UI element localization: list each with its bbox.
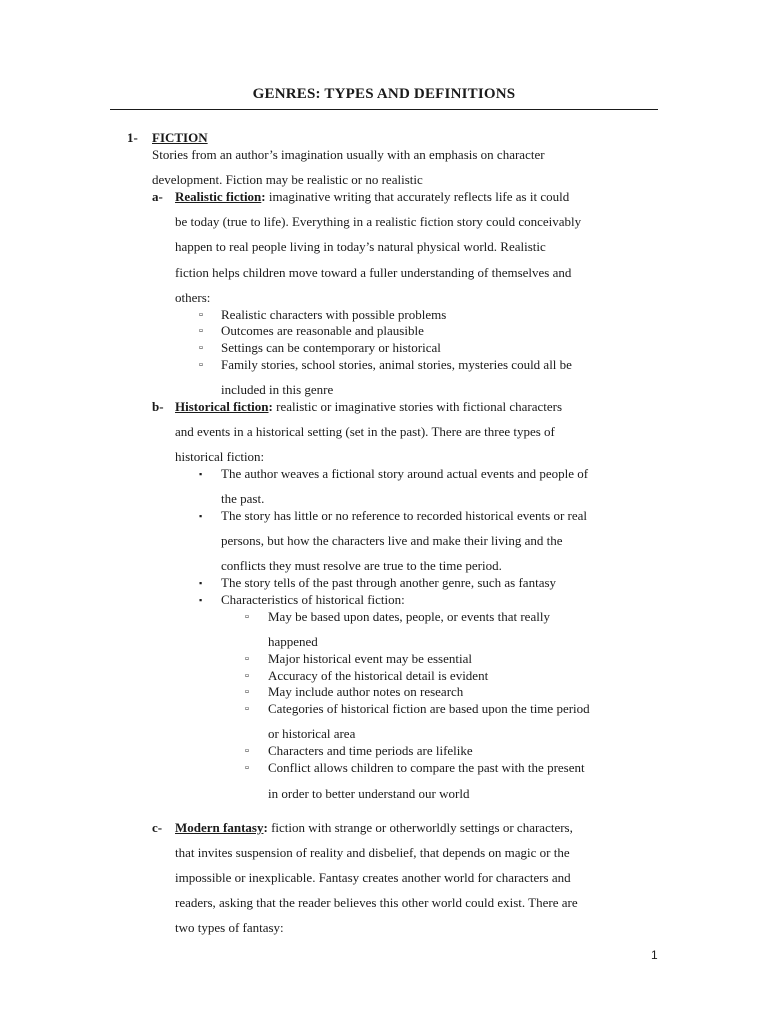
hollow-square-bullet-icon: ▫ — [245, 653, 249, 665]
filled-square-bullet-icon: ▪ — [199, 511, 203, 521]
item-b-line-1 — [175, 399, 658, 415]
item-a-line-3: happen to real people living in today’s natural physical world. Realistic — [175, 239, 546, 254]
item-c-line-2: that invites suspension of reality and disbelief, that depends on magic or the — [175, 845, 570, 860]
item-b-line-3: historical fiction: — [175, 449, 265, 464]
hollow-square-bullet-icon: ▫ — [199, 359, 203, 371]
item-b-sub-bullet-continuation: or historical area — [268, 726, 356, 741]
item-a-line-1 — [175, 189, 658, 205]
item-a-line-2: be today (true to life). Everything in a realistic fiction story could conceivably — [175, 214, 582, 229]
item-c-term: Modern fantasy — [175, 820, 264, 835]
filled-square-bullet-icon: ▪ — [199, 595, 203, 605]
section-intro-line-1 — [152, 147, 658, 163]
item-b-bullet: Characteristics of historical fiction: — [221, 592, 405, 607]
item-a-line-4: fiction helps children move toward a fuller understanding of themselves and — [175, 265, 572, 280]
item-b-sub-bullet: Accuracy of the historical detail is evident — [268, 668, 489, 683]
hollow-square-bullet-icon: ▫ — [245, 670, 249, 682]
item-a-bullet: Outcomes are reasonable and plausible — [221, 323, 424, 338]
item-a-bullet-continuation: included in this genre — [221, 382, 334, 397]
hollow-square-bullet-icon: ▫ — [245, 762, 249, 774]
item-b-sub-bullet: Conflict allows children to compare the past with the present — [268, 760, 585, 775]
hollow-square-bullet-icon: ▫ — [199, 325, 203, 337]
item-a-line-5: others: — [175, 290, 211, 305]
item-c-line-3: impossible or inexplicable. Fantasy creates another world for characters and — [175, 870, 571, 885]
item-b-sub-bullet-continuation: happened — [268, 634, 318, 649]
item-a-term: Realistic fiction — [175, 189, 262, 204]
section-heading: FICTION — [152, 130, 208, 145]
item-b-sub-bullet: Characters and time periods are lifelike — [268, 743, 473, 758]
item-c-line-4: readers, asking that the reader believes this other world could exist. There are — [175, 895, 578, 910]
hollow-square-bullet-icon: ▫ — [199, 342, 203, 354]
item-b-line-1-text: realistic or imaginative stories with fictional characters — [272, 399, 563, 414]
item-b-term: Historical fiction — [175, 399, 269, 414]
item-a-bullet: Realistic characters with possible problems — [221, 307, 447, 322]
item-c-marker: c- — [152, 820, 163, 835]
item-b-bullet-continuation: the past. — [221, 491, 265, 506]
item-b-colon: : — [268, 399, 273, 414]
item-b-sub-bullet: May include author notes on research — [268, 684, 464, 699]
section-intro-text: Stories from an author’s imagination usually with an emphasis on character — [152, 147, 545, 162]
item-c-line-1 — [175, 820, 658, 836]
item-b-marker: b- — [152, 399, 164, 414]
hollow-square-bullet-icon: ▫ — [245, 703, 249, 715]
item-c-colon: : — [263, 820, 268, 835]
item-b-bullet: The story tells of the past through another genre, such as fantasy — [221, 575, 557, 590]
item-b-sub-bullet: Categories of historical fiction are based upon the time period — [268, 701, 590, 716]
item-b-bullet-continuation: persons, but how the characters live and make their living and the — [221, 533, 563, 548]
filled-square-bullet-icon: ▪ — [199, 578, 203, 588]
filled-square-bullet-icon: ▪ — [199, 469, 203, 479]
item-c-line-5: two types of fantasy: — [175, 920, 284, 935]
hollow-square-bullet-icon: ▫ — [245, 686, 249, 698]
item-a-bullet: Family stories, school stories, animal stories, mysteries could all be — [221, 357, 572, 372]
document-title: GENRES: TYPES AND DEFINITIONS — [252, 86, 516, 102]
item-b-bullet: The story has little or no reference to recorded historical events or real — [221, 508, 588, 523]
title-rule — [110, 109, 658, 110]
page-number: 1 — [651, 948, 658, 962]
item-c-line-1-text: fiction with strange or otherworldly settings or characters, — [267, 820, 573, 835]
item-a-marker: a- — [152, 189, 163, 204]
hollow-square-bullet-icon: ▫ — [245, 611, 249, 623]
item-b-sub-bullet: May be based upon dates, people, or events that really — [268, 609, 550, 624]
item-b-line-2: and events in a historical setting (set in the past). There are three types of — [175, 424, 555, 439]
hollow-square-bullet-icon: ▫ — [199, 309, 203, 321]
item-b-bullet: The author weaves a fictional story around actual events and people of — [221, 466, 589, 481]
item-a-colon: : — [261, 189, 266, 204]
hollow-square-bullet-icon: ▫ — [245, 745, 249, 757]
item-a-bullet: Settings can be contemporary or historical — [221, 340, 441, 355]
item-b-sub-bullet-continuation: in order to better understand our world — [268, 786, 470, 801]
item-b-bullet-continuation: conflicts they must resolve are true to the time period. — [221, 558, 502, 573]
item-b-sub-bullet: Major historical event may be essential — [268, 651, 472, 666]
section-intro-line-2: development. Fiction may be realistic or no realistic — [152, 172, 423, 187]
section-number: 1- — [127, 130, 138, 145]
item-a-line-1-text: imaginative writing that accurately reflects life as it could — [265, 189, 570, 204]
